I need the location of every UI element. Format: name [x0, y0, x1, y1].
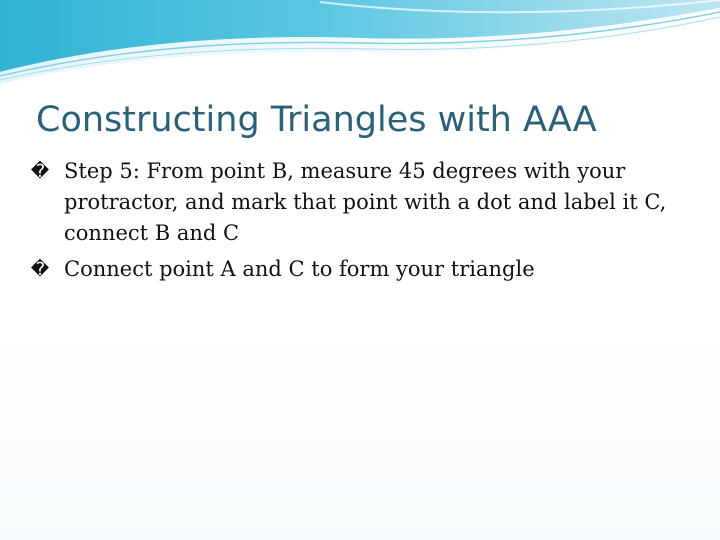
header-wave-decoration — [0, 0, 720, 90]
slide-title: Constructing Triangles with AAA — [36, 100, 597, 140]
bullet-text: Connect point A and C to form your triangle — [64, 257, 535, 281]
bullet-icon: � — [30, 259, 50, 280]
list-item — [30, 156, 690, 249]
bullet-text: Step 5: From point B, measure 45 degrees with your protractor, and mark that point with a dot and label it C, connect B and C — [64, 159, 667, 245]
list-item — [30, 254, 690, 285]
bullet-list — [30, 156, 690, 290]
bullet-icon: � — [30, 161, 50, 182]
